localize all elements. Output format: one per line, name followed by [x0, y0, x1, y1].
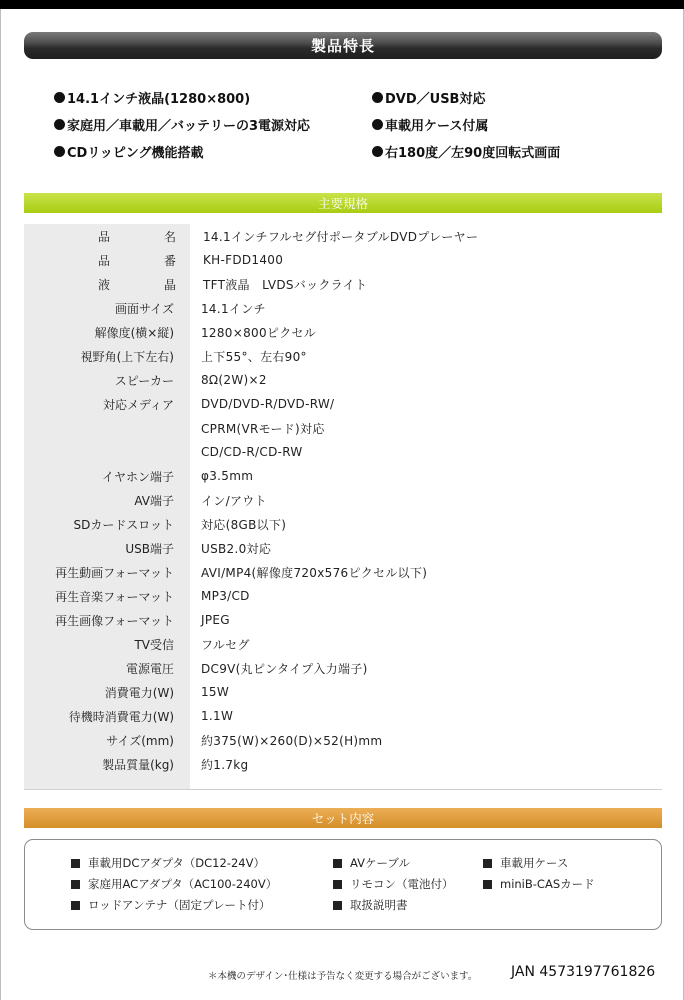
set-item-text: ロッドアンテナ（固定プレート付）: [88, 898, 271, 912]
spec-value: 1280×800ピクセル: [201, 325, 317, 340]
spec-value: 14.1インチフルセグ付ポータブルDVDプレーヤー: [203, 229, 479, 244]
spec-row: [24, 296, 662, 320]
spec-row: [24, 656, 662, 680]
set-item-text: リモコン（電池付）: [350, 877, 454, 891]
square-bullet-icon: [483, 880, 492, 889]
set-contents-header: セット内容: [24, 808, 662, 828]
spec-value: AVI/MP4(解像度720x576ピクセル以下): [201, 565, 428, 580]
feature-item: [372, 115, 652, 133]
spec-row: [24, 416, 662, 440]
spec-label: 再生画像フォーマット: [55, 613, 174, 628]
set-item-text: 家庭用ACアダプタ（AC100-240V）: [88, 877, 278, 891]
spec-label: 待機時消費電力(W): [68, 709, 174, 724]
feature-item: [54, 142, 372, 160]
spec-label: 視野角(上下左右): [80, 349, 174, 364]
spec-label: 品 番: [98, 253, 176, 268]
spec-label: 画面サイズ: [114, 301, 174, 316]
spec-value: 15W: [201, 685, 230, 699]
bullet-icon: [54, 146, 65, 157]
spec-label: 製品質量(kg): [102, 757, 174, 772]
bullet-icon: [372, 92, 383, 103]
spec-label: 再生動画フォーマット: [55, 565, 174, 580]
feature-item: [54, 88, 372, 106]
spec-row: [24, 224, 662, 248]
square-bullet-icon: [71, 901, 80, 910]
spec-value: 約1.7kg: [201, 757, 249, 772]
spec-value: 14.1インチ: [201, 301, 266, 316]
set-item: [483, 855, 568, 871]
spec-row: [24, 368, 662, 392]
spec-row: [24, 608, 662, 632]
spec-value: CD/CD-R/CD-RW: [201, 445, 303, 459]
spec-value: φ3.5mm: [201, 469, 254, 483]
set-item-text: miniB-CASカード: [500, 877, 595, 891]
specs-table: [24, 224, 662, 790]
spec-value: 上下55°、左右90°: [201, 349, 307, 364]
feature-text: 家庭用／車載用／バッテリーの3電源対応: [67, 118, 311, 134]
spec-row: [24, 560, 662, 584]
spec-row: [24, 752, 662, 776]
spec-value: 約375(W)×260(D)×52(H)mm: [201, 733, 383, 748]
spec-value: JPEG: [201, 613, 230, 627]
spec-label: サイズ(mm): [106, 733, 174, 748]
bullet-icon: [54, 92, 65, 103]
spec-row: [24, 584, 662, 608]
feature-text: CDリッピング機能搭載: [67, 145, 204, 161]
spec-row: [24, 464, 662, 488]
spec-label: 再生音楽フォーマット: [55, 589, 174, 604]
spec-value: 8Ω(2W)×2: [201, 373, 267, 387]
spec-label: SDカードスロット: [73, 517, 174, 532]
top-border: [0, 0, 684, 9]
spec-row: [24, 512, 662, 536]
square-bullet-icon: [333, 880, 342, 889]
spec-value: 1.1W: [201, 709, 234, 723]
spec-value: USB2.0対応: [201, 541, 272, 556]
jan-code: JAN 4573197761826: [511, 964, 656, 980]
spec-row: [24, 632, 662, 656]
set-item: [71, 876, 277, 892]
spec-value: フルセグ: [201, 637, 250, 652]
specs-rows: [24, 224, 662, 776]
spec-value: KH-FDD1400: [203, 253, 284, 267]
set-item: [483, 876, 595, 892]
spec-label: 対応メディア: [102, 397, 174, 412]
set-item-text: 車載用DCアダプタ（DC12-24V）: [88, 856, 265, 870]
spec-row: [24, 248, 662, 272]
spec-value: DVD/DVD-R/DVD-RW/: [201, 397, 335, 411]
feature-text: DVD／USB対応: [385, 91, 486, 107]
square-bullet-icon: [333, 901, 342, 910]
set-item-text: 車載用ケース: [500, 856, 569, 870]
spec-row: [24, 392, 662, 416]
spec-row: [24, 728, 662, 752]
specs-header: 主要規格: [24, 193, 662, 213]
square-bullet-icon: [483, 859, 492, 868]
square-bullet-icon: [71, 880, 80, 889]
spec-row: [24, 440, 662, 464]
bullet-icon: [372, 119, 383, 130]
spec-row: [24, 704, 662, 728]
specs-bottom-rule: [24, 789, 662, 790]
set-item: [71, 855, 265, 871]
spec-label: イヤホン端子: [101, 469, 174, 484]
spec-label: 電源電圧: [125, 661, 174, 676]
spec-label: スピーカー: [114, 373, 174, 388]
square-bullet-icon: [333, 859, 342, 868]
set-item-text: AVケーブル: [350, 856, 410, 870]
spec-row: [24, 344, 662, 368]
feature-text: 車載用ケース付属: [385, 118, 489, 134]
set-item: [71, 897, 271, 913]
set-item: [333, 876, 454, 892]
feature-item: [54, 115, 372, 133]
frame-border-left: [0, 9, 1, 1000]
set-item-text: 取扱説明書: [350, 898, 408, 912]
spec-value: MP3/CD: [201, 589, 250, 603]
spec-label: 解像度(横×縦): [94, 325, 174, 340]
spec-value: DC9V(丸ピンタイプ入力端子): [201, 661, 368, 676]
features-list: [54, 88, 654, 160]
spec-row: [24, 536, 662, 560]
bullet-icon: [372, 146, 383, 157]
spec-label: USB端子: [125, 541, 174, 556]
square-bullet-icon: [71, 859, 80, 868]
spec-label: 品 名: [98, 229, 176, 244]
spec-label: AV端子: [134, 493, 174, 508]
spec-value: TFT液晶 LVDSバックライト: [203, 277, 368, 292]
feature-text: 右180度／左90度回転式画面: [385, 145, 561, 161]
spec-row: [24, 272, 662, 296]
spec-label: 消費電力(W): [104, 685, 174, 700]
spec-value: 対応(8GB以下): [201, 517, 287, 532]
spec-row: [24, 320, 662, 344]
feature-text: 14.1インチ液晶(1280×800): [67, 91, 251, 107]
spec-value: CPRM(VRモード)対応: [201, 421, 325, 436]
set-contents-box: [24, 839, 662, 930]
spec-label: TV受信: [134, 637, 174, 652]
spec-row: [24, 488, 662, 512]
bullet-icon: [54, 119, 65, 130]
set-item: [333, 855, 410, 871]
spec-row: [24, 680, 662, 704]
spec-label: 液 晶: [98, 277, 176, 292]
feature-item: [372, 142, 652, 160]
set-item: [333, 897, 408, 913]
feature-item: [372, 88, 652, 106]
spec-value: イン/アウト: [201, 493, 267, 508]
features-header: 製品特長: [24, 32, 662, 59]
disclaimer-note: ＊本機のデザイン･仕様は予告なく変更する場合がございます。: [208, 971, 478, 982]
